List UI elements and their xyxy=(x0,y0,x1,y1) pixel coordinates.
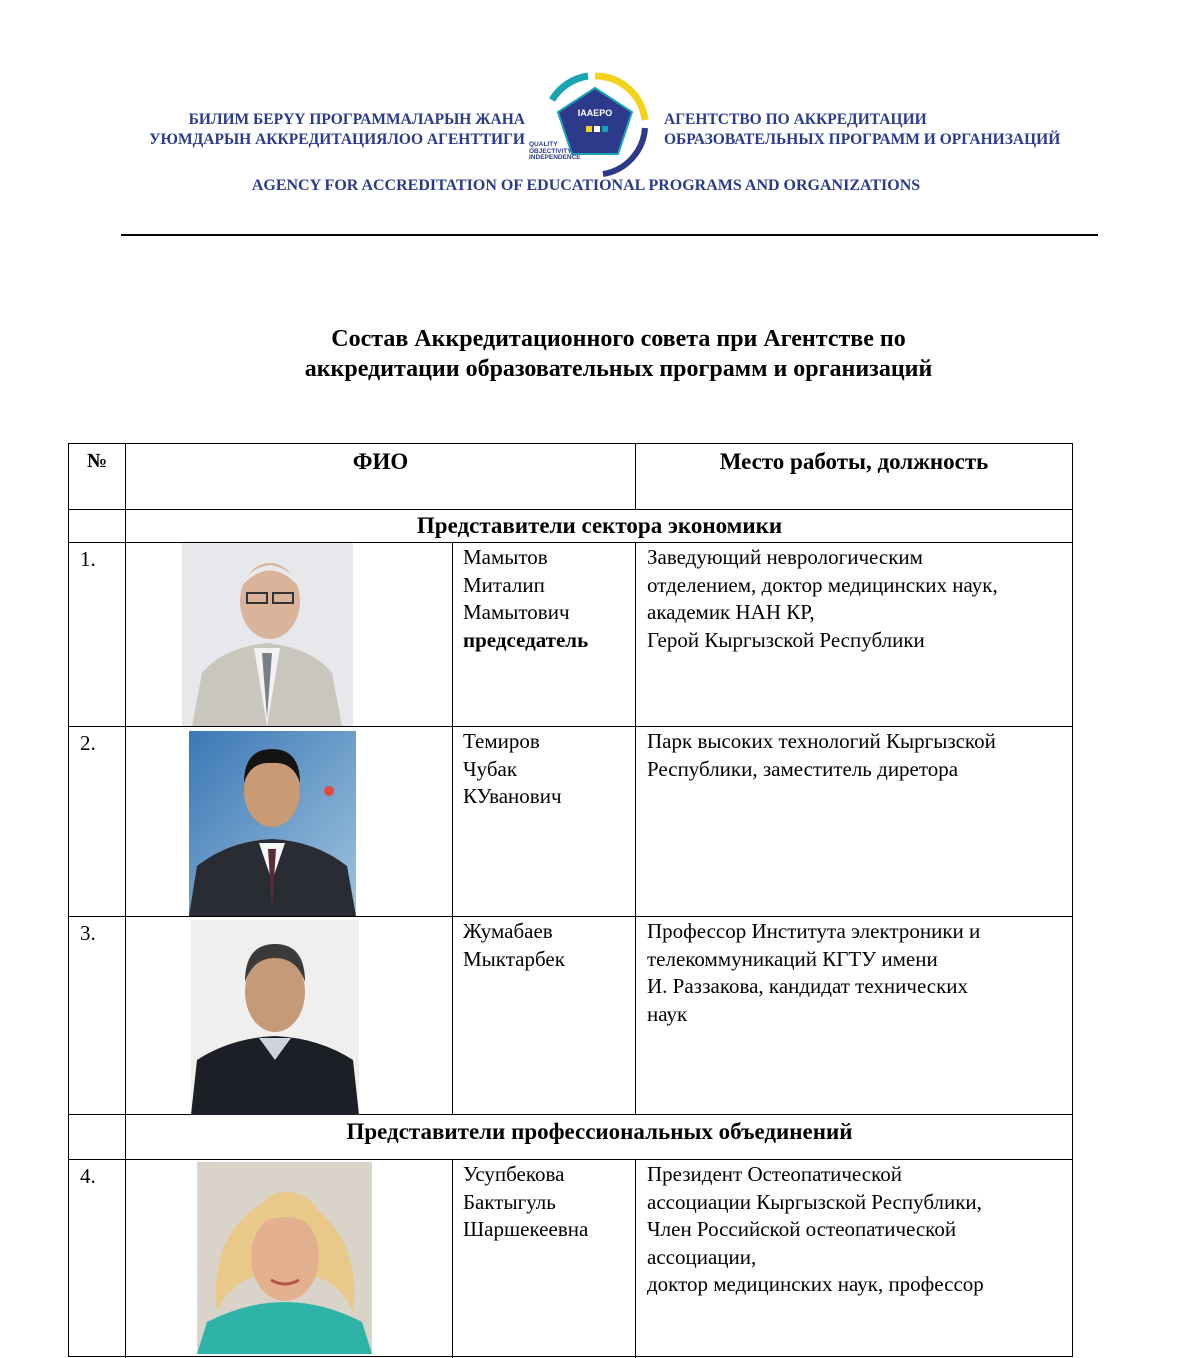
logo-text: IAAEPO xyxy=(577,108,613,118)
member-patronymic: КУванович xyxy=(463,784,562,808)
document-title xyxy=(0,324,1185,384)
workplace-line: Республики, заместитель диретора xyxy=(647,756,959,781)
workplace-line: Профессор Института электроники и xyxy=(647,919,981,943)
workplace-line: телекоммуникаций КГТУ имени xyxy=(647,946,938,971)
member-firstname: Миталип xyxy=(463,572,545,597)
table-rule xyxy=(452,542,453,1115)
member-patronymic: Мамытович xyxy=(463,600,570,624)
header-divider xyxy=(121,234,1098,236)
logo-tag-quality: QUALITY xyxy=(529,141,558,148)
workplace-line: наук xyxy=(647,1001,688,1026)
title-line1: Состав Аккредитационного совета при Агентстве по xyxy=(331,326,906,352)
table-rule xyxy=(125,444,126,1358)
member-patronymic: Шаршекеевна xyxy=(463,1217,589,1241)
workplace-line: ассоциации, xyxy=(647,1244,757,1269)
member-surname: Темиров xyxy=(463,729,540,753)
header-russian-name xyxy=(664,110,1164,150)
title-line2: аккредитации образовательных программ и организаций xyxy=(304,356,933,382)
member-workplace xyxy=(647,728,996,783)
header-russian-line1: АГЕНТСТВО ПО АККРЕДИТАЦИИ xyxy=(664,111,927,128)
row-number: 4. xyxy=(80,1164,96,1188)
header-kyrgyz-name xyxy=(80,110,525,150)
member-photo xyxy=(189,731,356,916)
table-rule xyxy=(69,1159,1072,1160)
member-name xyxy=(463,728,562,811)
agency-logo xyxy=(528,70,662,182)
logo-tagline xyxy=(529,142,581,162)
section-header-professional: Представители профессиональных объединений xyxy=(346,1119,853,1144)
header-kyrgyz-line2: УЮМДАРЫН АККРЕДИТАЦИЯЛОО АГЕНТТИГИ xyxy=(149,131,525,148)
row-number: 1. xyxy=(80,547,96,571)
portrait-image xyxy=(191,920,359,1115)
member-workplace xyxy=(647,918,980,1028)
member-firstname: Мыктарбек xyxy=(463,946,565,971)
workplace-line: Президент Остеопатической xyxy=(647,1162,902,1186)
member-firstname: Бактыгуль xyxy=(463,1189,556,1214)
member-photo xyxy=(197,1162,372,1354)
logo-tag-independence: INDEPENDENCE xyxy=(529,154,581,161)
table-rule xyxy=(452,1159,453,1358)
table-rule xyxy=(635,542,636,1115)
member-surname: Усупбекова xyxy=(463,1162,565,1186)
member-workplace xyxy=(647,544,998,654)
row-number: 3. xyxy=(80,921,96,945)
workplace-line: И. Раззакова, кандидат технических xyxy=(647,974,969,998)
workplace-line: Заведующий неврологическим xyxy=(647,545,923,569)
member-firstname: Чубак xyxy=(463,756,518,781)
member-name xyxy=(463,1161,588,1244)
table-rule xyxy=(69,509,1072,510)
workplace-line: Парк высоких технологий Кыргызской xyxy=(647,729,996,753)
section-header-economy: Представители сектора экономики xyxy=(416,513,783,538)
member-name xyxy=(463,544,588,654)
workplace-line: доктор медицинских наук, профессор xyxy=(647,1272,984,1296)
column-header-name: ФИО xyxy=(352,449,409,474)
portrait-image xyxy=(189,731,356,916)
header-kyrgyz-line1: БИЛИМ БЕРҮҮ ПРОГРАММАЛАРЫН ЖАНА xyxy=(188,111,525,128)
member-surname: Жумабаев xyxy=(463,919,553,943)
table-rule xyxy=(69,726,1072,727)
portrait-image xyxy=(197,1162,372,1354)
logo-tag-objectivity: OBJECTIVITY xyxy=(529,147,572,155)
table-rule xyxy=(69,916,1072,917)
member-role: председатель xyxy=(463,627,589,652)
workplace-line: Герой Кыргызской Республики xyxy=(647,627,925,652)
member-name xyxy=(463,918,565,973)
member-workplace xyxy=(647,1161,984,1299)
council-table xyxy=(68,443,1073,1357)
workplace-line: ассоциации Кыргызской Республики, xyxy=(647,1189,982,1214)
column-header-workplace: Место работы, должность xyxy=(719,449,989,474)
member-photo xyxy=(182,543,353,726)
row-number: 2. xyxy=(80,731,96,755)
workplace-line: Член Российской остеопатической xyxy=(647,1217,957,1241)
member-surname: Мамытов xyxy=(463,545,548,569)
workplace-line: отделением, доктор медицинских наук, xyxy=(647,572,998,597)
column-header-number: № xyxy=(86,450,108,472)
workplace-line: академик НАН КР, xyxy=(647,600,815,624)
member-photo xyxy=(191,920,359,1115)
header-english-name: AGENCY FOR ACCREDITATION OF EDUCATIONAL PROGRAMS AND ORGANIZATIONS xyxy=(251,177,921,194)
portrait-image xyxy=(182,543,353,726)
table-rule xyxy=(635,1159,636,1358)
header-russian-line2: ОБРАЗОВАТЕЛЬНЫХ ПРОГРАММ И ОРГАНИЗАЦИЙ xyxy=(664,131,1061,148)
